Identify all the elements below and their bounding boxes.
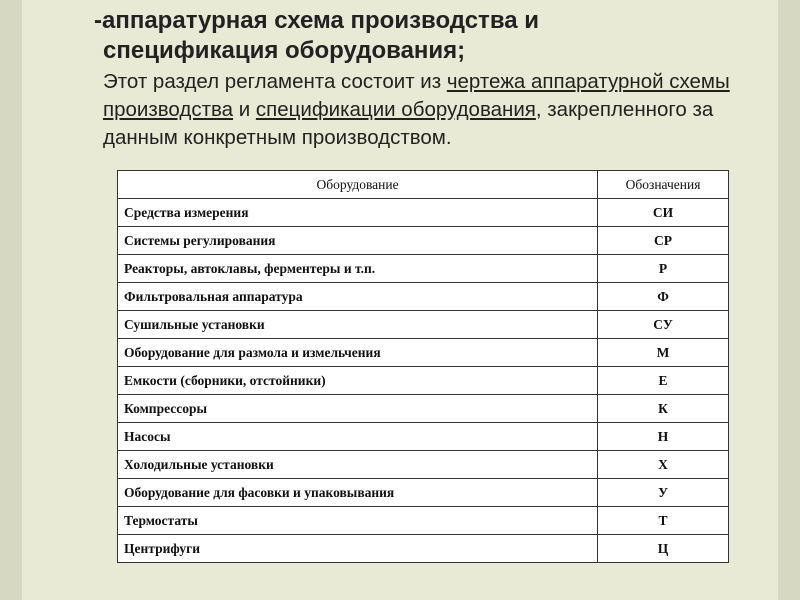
table-row [118, 395, 729, 423]
description-link-scheme[interactable]: чертежа аппаратурной схемы производства [103, 70, 730, 121]
description-text-1: Этот раздел регламента состоит из [103, 70, 447, 93]
table-row [118, 311, 729, 339]
code-cell: Т [598, 507, 729, 535]
table-row [118, 479, 729, 507]
equipment-cell: Оборудование для фасовки и упаковывания [118, 479, 598, 507]
code-cell: У [598, 479, 729, 507]
table-row [118, 227, 729, 255]
code-cell: Ф [598, 283, 729, 311]
equipment-cell: Оборудование для размола и измельчения [118, 339, 598, 367]
column-header-code: Обозначения [598, 171, 729, 199]
table-row [118, 507, 729, 535]
column-header-equipment: Оборудование [118, 171, 598, 199]
equipment-cell: Сушильные установки [118, 311, 598, 339]
table-row [118, 451, 729, 479]
table-header-row [118, 171, 729, 199]
equipment-cell: Реакторы, автоклавы, ферментеры и т.п. [118, 255, 598, 283]
equipment-cell: Термостаты [118, 507, 598, 535]
table-row [118, 199, 729, 227]
slide-heading [94, 6, 794, 66]
equipment-cell: Центрифуги [118, 535, 598, 563]
section-description [103, 68, 793, 152]
table-row [118, 423, 729, 451]
equipment-cell: Компрессоры [118, 395, 598, 423]
table-row [118, 535, 729, 563]
code-cell: Е [598, 367, 729, 395]
table-row [118, 283, 729, 311]
heading-line-1: -аппаратурная схема производства и [94, 7, 540, 34]
equipment-cell: Фильтровальная аппаратура [118, 283, 598, 311]
code-cell: Ц [598, 535, 729, 563]
description-link-specification[interactable]: спецификации оборудования [255, 98, 536, 121]
equipment-spec-table [117, 170, 729, 563]
table-row [118, 255, 729, 283]
table-row [118, 339, 729, 367]
code-cell: Р [598, 255, 729, 283]
equipment-cell: Средства измерения [118, 199, 598, 227]
description-text-3: , закрепленного за данным конкретным производством. [103, 98, 714, 149]
equipment-cell: Насосы [118, 423, 598, 451]
table-row [118, 367, 729, 395]
equipment-cell: Емкости (сборники, отстойники) [118, 367, 598, 395]
code-cell: Н [598, 423, 729, 451]
equipment-cell: Системы регулирования [118, 227, 598, 255]
code-cell: М [598, 339, 729, 367]
code-cell: СУ [598, 311, 729, 339]
code-cell: Х [598, 451, 729, 479]
equipment-cell: Холодильные установки [118, 451, 598, 479]
description-text-2: и [233, 98, 256, 121]
code-cell: К [598, 395, 729, 423]
code-cell: СР [598, 227, 729, 255]
code-cell: СИ [598, 199, 729, 227]
heading-line-2: спецификация оборудования; [103, 37, 466, 64]
